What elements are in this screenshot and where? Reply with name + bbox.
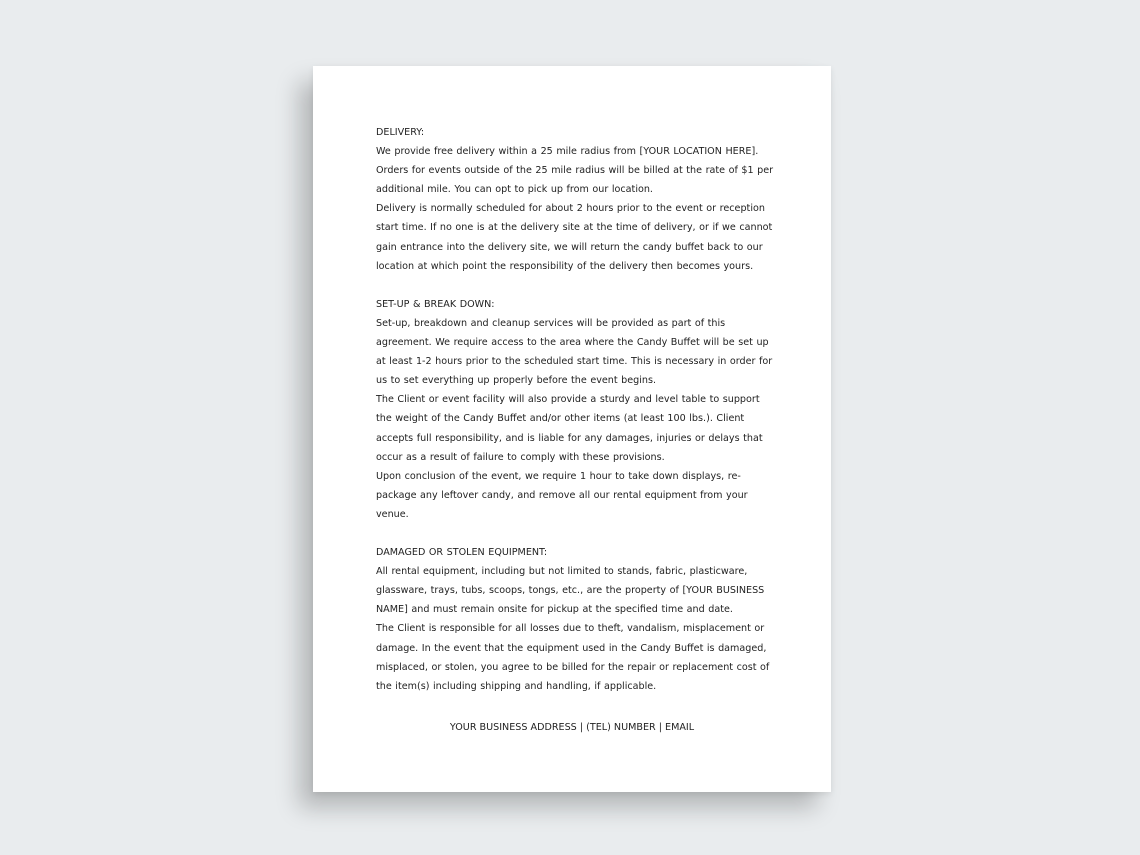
document-footer: YOUR BUSINESS ADDRESS | (TEL) NUMBER | EMAIL	[449, 722, 695, 733]
document-page	[313, 66, 831, 792]
section-setup-breakdown	[376, 295, 776, 524]
paragraph: All rental equipment, including but not limited to stands, fabric, plasticware, glassware, trays, tubs, scoops, tongs, etc., are the property of [YOUR BUSINESS NAME] and must remain onsite for pickup at the specified time and date.	[376, 566, 765, 616]
paragraph: Delivery is normally scheduled for about 2 hours prior to the event or reception start time. If no one is at the delivery site at the time of delivery, or if we cannot gain entrance into the delivery site, we will return the candy buffet back to our location at which point the responsibility of the delivery then becomes yours.	[376, 203, 773, 272]
paragraph: Upon conclusion of the event, we require 1 hour to take down displays, re-package any leftover candy, and remove all our rental equipment from your venue.	[376, 470, 748, 520]
section-delivery	[376, 123, 776, 276]
document-body	[376, 123, 776, 696]
paragraph: Set-up, breakdown and cleanup services will be provided as part of this agreement. We require access to the area where the Candy Buffet will be set up at least 1-2 hours prior to the scheduled start time. This is necessary in order for us to set everything up properly before the event begins.	[376, 317, 773, 387]
section-heading: SET-UP & BREAK DOWN:	[376, 298, 495, 310]
paragraph: The Client or event facility will also provide a sturdy and level table to support the weight of the Candy Buffet and/or other items (at least 100 lbs.). Client accepts full responsibility, and is liable for any damages, injuries or delays that occur as a result of failure to comply with these provisions.	[376, 394, 763, 463]
section-heading: DELIVERY:	[376, 127, 425, 138]
paragraph: The Client is responsible for all losses due to theft, vandalism, misplacement or damage. In the event that the equipment used in the Candy Buffet is damaged, misplaced, or stolen, you agree to be billed for the repair or replacement cost of the item(s) including shipping and handling, if applicable.	[376, 623, 770, 692]
section-damaged-equipment	[376, 543, 776, 696]
paragraph: We provide free delivery within a 25 mile radius from [YOUR LOCATION HERE]. Orders for events outside of the 25 mile radius will be billed at the rate of $1 per additional mile. You can opt to pick up from our location.	[376, 146, 774, 196]
section-heading: DAMAGED OR STOLEN EQUIPMENT:	[376, 547, 548, 559]
